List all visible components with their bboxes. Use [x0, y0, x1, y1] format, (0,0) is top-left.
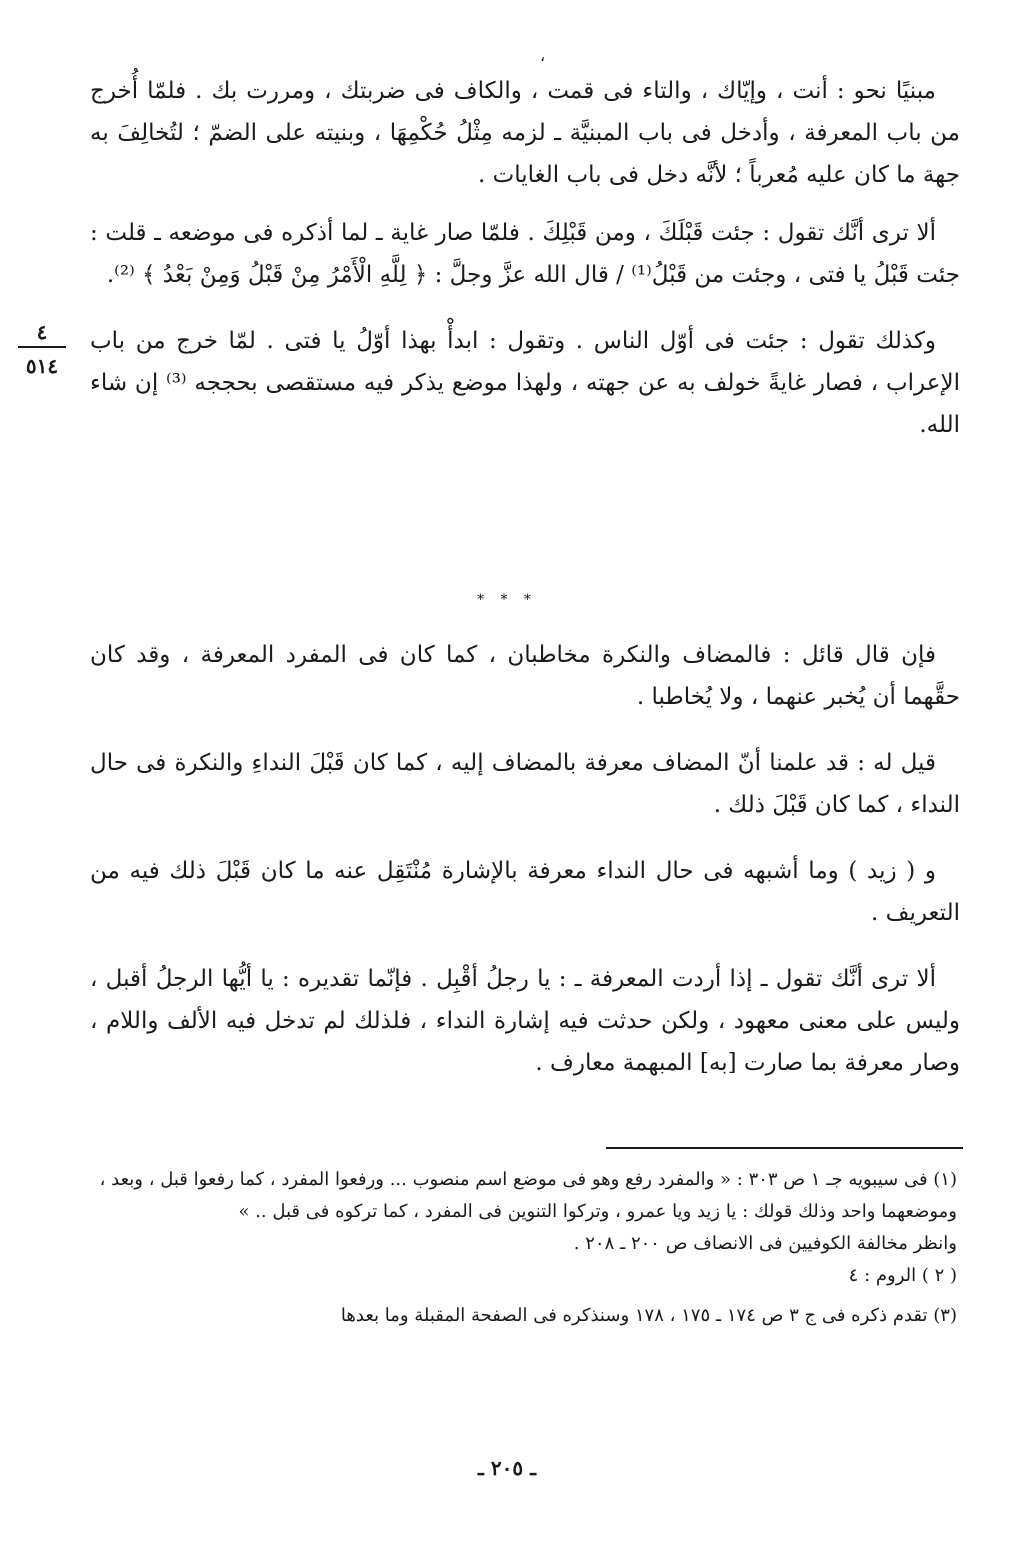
footnote-1: (١) فى سيبويه جـ ١ ص ٣٠٣ : « والمفرد رفع وهو فى موضع اسم منصوب ... ورفعوا المفرد ، كما رفعوا قبل ، وبعد ، وموضعهما واحد وذلك قولك : يا زيد ويا عمرو ، وتركوا التنوين فى المفرد ، كما تركوه فى قبل .. »	[99, 1169, 957, 1222]
paragraph-7: ألا ترى أنَّك تقول ـ إذا أردت المعرفة ـ : يا رجلُ أقْبِل . فإنّما تقديره : يا أيُّها الرجلُ أقبل ، وليس على معنى معهود ، ولكن حدثت فيه إشارة النداء ، فلذلك لم تدخل فيه الألف واللام ، وصار معرفة بما صارت [به] المبهمة معارف .	[90, 966, 960, 1076]
paragraph-1: مبنيًا نحو : أنت ، وإيّاك ، والتاء فى قمت ، والكاف فى ضربتك ، ومررت بك . فلمّا أُخرج من باب المعرفة ، وأدخل فى باب المبنيَّة ـ لزمه مِثْلُ حُكْمِهَا ، وبنيته على الضمّ ؛ لتُخالِفَ به جهة ما كان عليه مُعرباً ؛ لأنَّه دخل فى باب الغايات .	[90, 78, 960, 188]
text-block-upper	[90, 70, 960, 446]
page-number: ـ ٢٠٥ ـ	[478, 1456, 536, 1480]
margin-volume-number: ٤	[18, 318, 66, 348]
paragraph-5: قيل له : قد علمنا أنّ المضاف معرفة بالمضاف إليه ، كما كان قَبْلَ النداءِ والنكرة فى حال النداء ، كما كان قَبْلَ ذلك .	[90, 750, 960, 818]
footnote-3: (٣) تقدم ذكره فى ج ٣ ص ١٧٤ ـ ١٧٥ ، ١٧٨ وسنذكره فى الصفحة المقبلة وما بعدها	[340, 1305, 957, 1326]
footnote-1-continuation: وانظر مخالفة الكوفيين فى الانصاف ص ٢٠٠ ـ ٢٠٨ .	[573, 1233, 957, 1254]
text-block-lower	[90, 634, 960, 1084]
margin-page-reference	[14, 318, 70, 380]
paragraph-3: وكذلك تقول : جئت فى أوّل الناس . وتقول : ابدأْ بهذا أوّلُ يا فتى . لمّا خرج من باب الإعراب ، فصار غايةً خولف به عن جهته ، ولهذا موضع يذكر فيه مستقصى بحججه ⁽³⁾ إن شاء الله.	[90, 328, 960, 438]
footnotes	[95, 1164, 957, 1332]
margin-page-number: ٥١٤	[25, 354, 59, 378]
paragraph-4: فإن قال قائل : فالمضاف والنكرة مخاطبان ، كما كان فى المفرد المعرفة ، وقد كان حقَّهما أن يُخبر عنهما ، ولا يُخاطبا .	[90, 642, 960, 710]
top-mark: ،	[540, 46, 546, 65]
footnote-2: ( ٢ ) الروم : ٤	[848, 1265, 957, 1286]
paragraph-2: ألا ترى أنَّك تقول : جئت قَبْلَكَ ، ومن قَبْلِكَ . فلمّا صار غاية ـ لما أذكره فى موضعه ـ قلت : جئت قَبْلُ يا فتى ، وجئت من قَبْلُ⁽¹⁾ / قال الله عزَّ وجلَّ : ﴿ لِلَّهِ الْأَمْرُ مِنْ قَبْلُ وَمِنْ بَعْدُ ﴾ ⁽²⁾.	[90, 220, 960, 288]
footnote-divider	[606, 1147, 963, 1149]
section-separator: * * *	[477, 592, 537, 608]
paragraph-6: و ( زيد ) وما أشبهه فى حال النداء معرفة بالإشارة مُنْتَقِل عنه ما كان قَبْلَ ذلك فيه من التعريف .	[90, 858, 960, 926]
